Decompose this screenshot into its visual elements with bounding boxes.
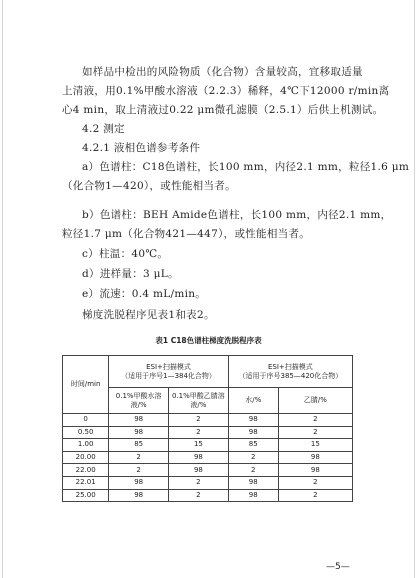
header-group2 [228, 356, 352, 388]
table-cell: 98 [109, 489, 169, 502]
table-row [63, 451, 353, 464]
table-cell: 98 [228, 476, 278, 489]
header-group1-line2: （适用于序号1—384化合物） [121, 371, 216, 380]
table-cell: 2 [169, 426, 229, 439]
header-group1 [109, 356, 228, 388]
table-cell: 2 [278, 426, 352, 439]
table-cell: 22.01 [63, 476, 109, 489]
page-number: —5— [326, 562, 350, 572]
table-cell: 2 [278, 414, 352, 427]
table-cell: 98 [228, 414, 278, 427]
table-cell: 0 [63, 414, 109, 427]
header-group2-line2: （适用于序号385—420化合物） [238, 371, 343, 380]
table-cell: 2 [228, 451, 278, 464]
paragraph-line: 如样品中检出的风险物质（化合物）含量较高，宜移取适量 [82, 66, 363, 78]
table-row [63, 439, 353, 452]
table-row [63, 426, 353, 439]
header-sub2: 0.1%甲酸乙腈溶液/% [169, 388, 229, 414]
header-sub1: 0.1%甲酸水溶液/% [109, 388, 169, 414]
item-a-line2: （化合物1—420），或性能相当者。 [62, 180, 236, 192]
section-heading-4-2: 4.2 测定 [82, 123, 125, 135]
item-a-line1: a）色谱柱：C18色谱柱，长100 mm，内径2.1 mm，粒径1.6 μm [82, 161, 410, 173]
table-cell: 15 [278, 439, 352, 452]
paragraph-line: 心4 min，取上清液过0.22 μm微孔滤膜（2.5.1）后供上机测试。 [62, 104, 384, 116]
table-cell: 98 [169, 451, 229, 464]
table-cell: 2 [169, 476, 229, 489]
table-cell: 98 [228, 426, 278, 439]
item-b-line2: 粒径1.7 μm（化合物421—447），或性能相当者。 [62, 228, 311, 240]
table-cell: 2 [109, 451, 169, 464]
paragraph-line: 上清液，用0.1%甲酸水溶液（2.2.3）稀释，4℃下12000 r/min离 [62, 85, 390, 97]
table-cell: 25.00 [63, 489, 109, 502]
table-cell: 98 [228, 489, 278, 502]
header-group1-line1: ESI+扫描模式 [146, 362, 191, 371]
table-row [63, 414, 353, 427]
gradient-table [62, 355, 353, 502]
table-cell: 2 [278, 489, 352, 502]
table-cell: 98 [109, 476, 169, 489]
table-row [63, 464, 353, 477]
table-cell: 98 [278, 464, 352, 477]
table-row [63, 489, 353, 502]
header-sub3: 水/% [228, 388, 278, 414]
item-e: e）流速：0.4 mL/min。 [82, 288, 207, 300]
table-cell: 2 [278, 476, 352, 489]
table-cell: 98 [278, 451, 352, 464]
table-cell: 1.00 [63, 439, 109, 452]
table-title: 表1 C18色谱柱梯度洗脱程序表 [155, 336, 262, 345]
table-row [63, 476, 353, 489]
header-time: 时间/min [63, 356, 109, 414]
table-cell: 98 [169, 464, 229, 477]
item-d: d）进样量：3 μL。 [82, 268, 179, 280]
item-c: c）柱温：40℃。 [82, 248, 169, 260]
item-f: 梯度洗脱程序见表1和表2。 [82, 309, 215, 321]
table-cell: 0.50 [63, 426, 109, 439]
table-cell: 98 [109, 414, 169, 427]
table-cell: 20.00 [63, 451, 109, 464]
table-cell: 98 [109, 426, 169, 439]
table-cell: 2 [109, 464, 169, 477]
table-cell: 2 [169, 489, 229, 502]
table-cell: 85 [228, 439, 278, 452]
table-cell: 15 [169, 439, 229, 452]
item-b-line1: b）色谱柱：BEH Amide色谱柱，长100 mm，内径2.1 mm， [82, 209, 392, 221]
section-heading-4-2-1: 4.2.1 液相色谱参考条件 [82, 142, 201, 154]
table-cell: 22.00 [63, 464, 109, 477]
table-cell: 2 [169, 414, 229, 427]
table-cell: 2 [228, 464, 278, 477]
table-cell: 85 [109, 439, 169, 452]
header-sub4: 乙腈/% [278, 388, 352, 414]
header-group2-line1: ESI+扫描模式 [267, 362, 313, 371]
